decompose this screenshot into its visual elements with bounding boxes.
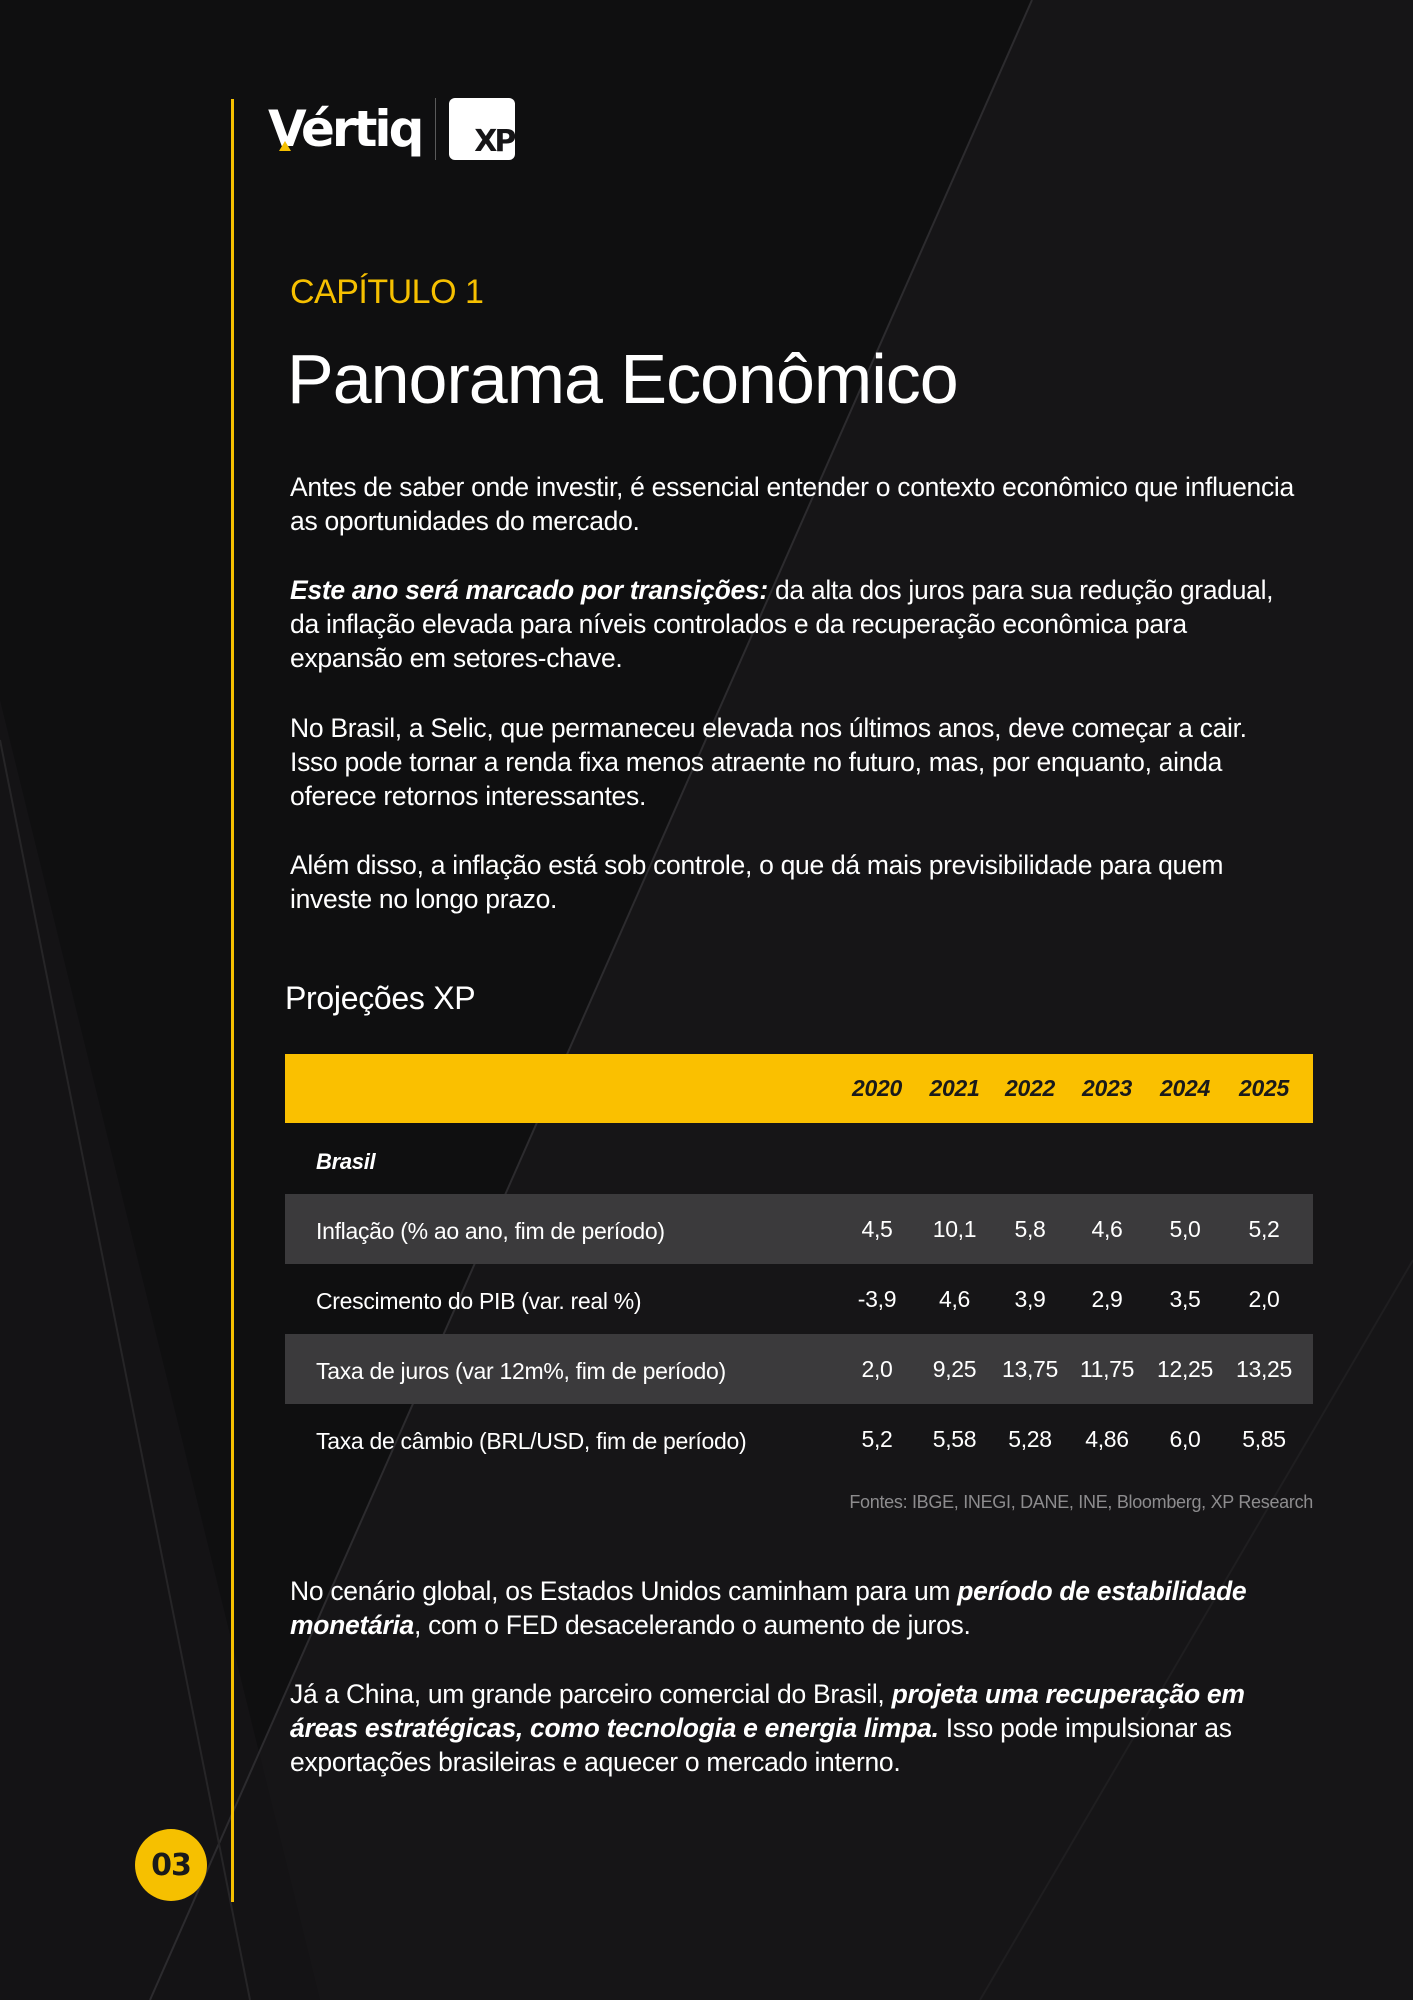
row-label: Crescimento do PIB (var. real %) (316, 1287, 642, 1314)
table-cell: 5,8 (1014, 1215, 1046, 1242)
table-cell: 5,85 (1242, 1425, 1286, 1452)
year-header: 2024 (1160, 1075, 1210, 1101)
xp-logo (449, 98, 515, 160)
table-cell: 13,75 (1001, 1355, 1059, 1382)
global-paragraph-1 (290, 1574, 1300, 1642)
table-cell: 2,0 (1248, 1285, 1280, 1312)
table-cell: 11,75 (1079, 1355, 1135, 1382)
year-header: 2025 (1239, 1075, 1289, 1101)
group-label: Brasil (316, 1148, 376, 1174)
vertiq-logo (268, 100, 422, 158)
table-cell: 9,25 (932, 1355, 977, 1382)
table-source-note: Fontes: IBGE, INEGI, DANE, INE, Bloomberg, XP Research (849, 1492, 1313, 1512)
projections-title: Projeções XP (285, 980, 476, 1016)
row-label: Taxa de câmbio (BRL/USD, fim de período) (316, 1427, 747, 1454)
logo-divider (435, 98, 436, 160)
year-header: 2022 (1005, 1075, 1055, 1101)
table-cell: -3,9 (857, 1285, 897, 1312)
xp-logo-text: XP (474, 124, 514, 159)
table-row (285, 1404, 1313, 1474)
group-row (285, 1123, 1313, 1194)
table-cell: 2,9 (1091, 1285, 1123, 1312)
table-cell: 3,9 (1014, 1285, 1046, 1312)
table-cell: 5,2 (1248, 1215, 1280, 1242)
table-cell: 2,0 (861, 1355, 893, 1382)
global-paragraph-1-text-b: , com o FED desacelerando o aumento de juros. (413, 1610, 971, 1640)
table-cell: 5,28 (1008, 1425, 1052, 1452)
table-row (285, 1264, 1313, 1334)
global-paragraph-1-text-a: No cenário global, os Estados Unidos caminham para um (290, 1576, 958, 1606)
intro-paragraph-4: Além disso, a inflação está sob controle, o que dá mais previsibilidade para quem investe no longo prazo. (290, 850, 1224, 914)
year-header: 2020 (852, 1075, 902, 1101)
projections-table (285, 1054, 1313, 1513)
year-header: 2023 (1082, 1075, 1132, 1101)
global-paragraph-2-text-b: Isso pode impulsionar as exportações brasileiras e aquecer o mercado interno. (290, 1713, 1232, 1777)
intro-paragraph-2 (290, 573, 1300, 675)
logo-accent-triangle-icon (279, 141, 291, 151)
global-paragraph-2-text-a: Já a China, um grande parceiro comercial do Brasil, (290, 1679, 892, 1709)
table-cell: 4,5 (861, 1215, 893, 1242)
table-cell: 5,58 (932, 1425, 977, 1452)
table-cell: 3,5 (1169, 1285, 1201, 1312)
intro-emphasis: Este ano será marcado por transições: (290, 575, 768, 605)
vertical-accent-line (231, 99, 234, 1902)
table-header (285, 1054, 1313, 1123)
table-cell: 4,6 (1091, 1215, 1123, 1242)
brand-logo (268, 97, 515, 161)
global-paragraph-2 (290, 1677, 1300, 1779)
page-title: Panorama Econômico (287, 340, 958, 418)
row-label: Inflação (% ao ano, fim de período) (316, 1217, 665, 1244)
table-row (285, 1334, 1313, 1404)
global-emphasis-2: projeta uma recuperação em áreas estratégicas, como tecnologia e energia limpa. (290, 1679, 1245, 1743)
intro-paragraph-3: No Brasil, a Selic, que permaneceu elevada nos últimos anos, deve começar a cair. Isso pode tornar a renda fixa menos atraente no futuro, mas, por enquanto, ainda oferece retornos interessantes. (290, 713, 1247, 811)
table-cell: 5,0 (1169, 1215, 1201, 1242)
global-emphasis-1: período de estabilidade monetária (290, 1576, 1247, 1640)
page-number-badge: 03 (135, 1829, 207, 1901)
table-row (285, 1194, 1313, 1264)
table-cell: 4,86 (1085, 1425, 1129, 1452)
intro-paragraph-1: Antes de saber onde investir, é essencial entender o contexto econômico que influencia as oportunidades do mercado. (290, 472, 1294, 536)
table-cell: 12,25 (1156, 1355, 1214, 1382)
table-cell: 5,2 (861, 1425, 893, 1452)
chapter-label: CAPÍTULO 1 (290, 273, 484, 311)
year-header: 2021 (929, 1075, 980, 1101)
intro-paragraph-2-text: da alta dos juros para sua redução gradual, da inflação elevada para níveis controlados e da recuperação econômica para expansão em setores-chave. (290, 575, 1274, 673)
table-cell: 4,6 (938, 1285, 971, 1312)
table-cell: 10,1 (932, 1215, 977, 1242)
table-cell: 6,0 (1169, 1425, 1201, 1452)
row-label: Taxa de juros (var 12m%, fim de período) (316, 1357, 726, 1384)
vertiq-logo-text: Vértiq (268, 100, 422, 158)
table-cell: 13,25 (1235, 1355, 1293, 1382)
